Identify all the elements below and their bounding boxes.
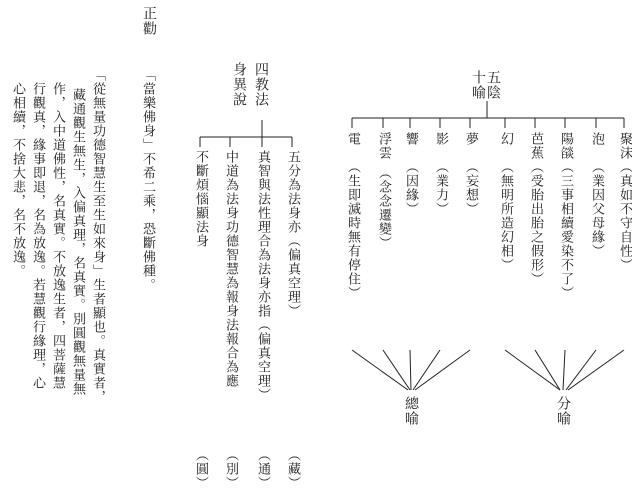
metaphor-name: 聚沫 xyxy=(617,132,632,160)
metaphor-name: 芭蕉 xyxy=(528,132,543,160)
metaphor-name: 泡 xyxy=(589,132,604,146)
metaphor-name: 影 xyxy=(433,132,448,146)
metaphor-desc: （無明所造幻相） xyxy=(498,160,513,272)
paragraph-line-4: 行觀真，緣事即退，名為放逸。若慧觀行緣理，心 xyxy=(30,82,45,390)
metaphor-name: 幻 xyxy=(498,132,513,146)
teaching-item: 真智與法性理合為法身亦指（偏真空理） xyxy=(255,150,270,402)
metaphor-desc: （生即滅時無有停住） xyxy=(345,160,360,300)
metaphor-name: 浮雲 xyxy=(376,132,391,160)
quote-line: 「當樂佛身」不希二乘，恐斷佛種。 xyxy=(140,68,155,292)
metaphor-name: 陽燄 xyxy=(558,132,573,160)
section-header: 正勸 xyxy=(141,6,157,36)
teaching-tag: （圓） xyxy=(193,448,208,490)
paragraph-line-2: 藏通觀生無生，入偏真理，名真實。別圓觀無量無 xyxy=(70,88,85,396)
metaphor-desc: （業因父母緣） xyxy=(589,160,604,258)
metaphor-name: 電 xyxy=(345,132,360,146)
metaphor-name: 響 xyxy=(403,132,418,146)
metaphor-desc: （因緣） xyxy=(403,160,418,216)
teaching-tag: （藏） xyxy=(285,448,300,490)
four-teachings-title-2: 身異說 xyxy=(231,62,247,107)
teaching-tag: （通） xyxy=(255,448,270,490)
metaphor-desc: （念念遷變） xyxy=(376,166,391,250)
teaching-item: 中道為法身功德智慧為報身法報合為應 xyxy=(223,150,238,388)
metaphor-desc: （三事相續愛染不了） xyxy=(558,160,573,300)
metaphor-name: 夢 xyxy=(463,132,478,146)
paragraph-line-5: 心相續，不捨大悲，名不放逸。 xyxy=(10,82,25,278)
group-label-total: 總喻 xyxy=(403,396,419,426)
four-teachings-title-1: 四教法 xyxy=(253,62,269,107)
teaching-item: 不斷煩惱顯法身 xyxy=(193,150,208,248)
teaching-tag: （別） xyxy=(223,448,238,490)
metaphor-desc: （妄想） xyxy=(463,160,478,216)
paragraph-line-3: 作，入中道佛性，名真實。不放逸生者，四菩薩慧 xyxy=(50,82,65,390)
ten-metaphors-title-2: 十喻 xyxy=(470,70,486,100)
group-label-split: 分喻 xyxy=(555,396,571,426)
metaphor-desc: （受胎出胎之假形） xyxy=(528,160,543,286)
metaphor-desc: （真如不守自性） xyxy=(617,160,632,272)
paragraph-line-1: 「從無量功德智慧生至生如來身」生者顯也。真實者， xyxy=(90,68,105,404)
ten-metaphors-title-1: 五陰 xyxy=(485,70,501,100)
metaphor-desc: （業力） xyxy=(433,160,448,216)
teaching-item: 五分為法身亦（偏真空理） xyxy=(285,150,300,318)
